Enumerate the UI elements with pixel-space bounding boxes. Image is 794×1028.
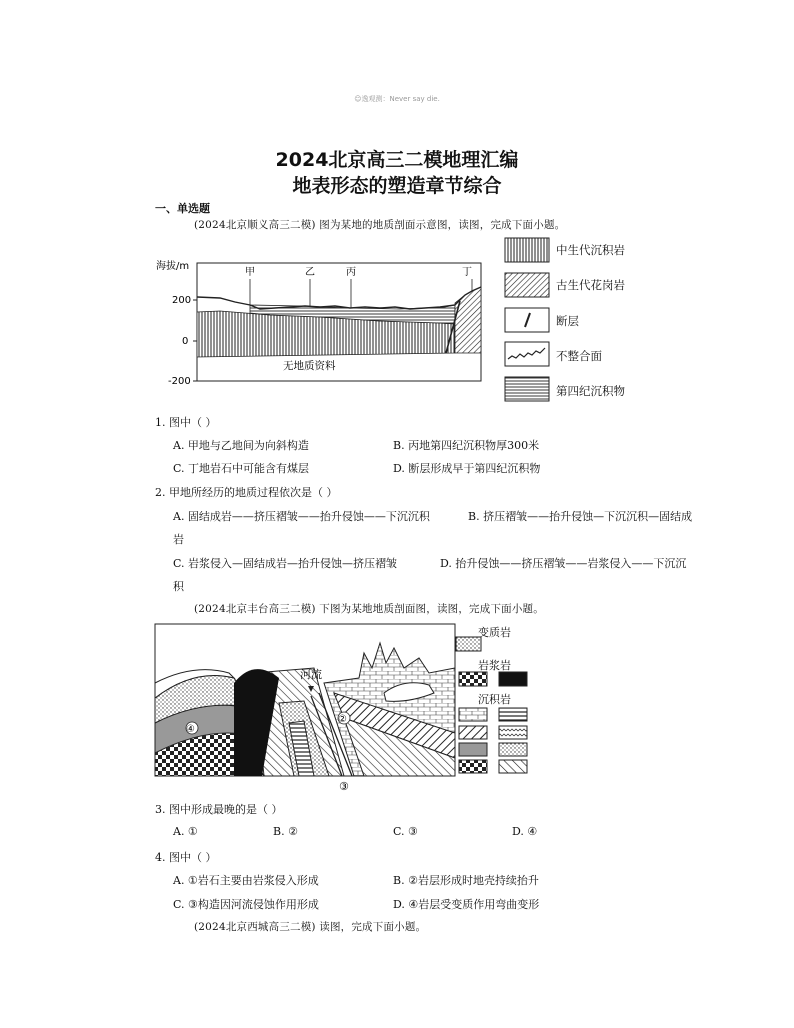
q2-option-b: B. 挤压褶皱——抬升侵蚀—下沉沉积—固结成 xyxy=(468,510,693,523)
group2-intro: (2024北京丰台高三二模) 下图为某地地质剖面图，读图，完成下面小题。 xyxy=(194,603,544,615)
place-bing: 丙 xyxy=(346,267,356,278)
q4-option-c: C. ③构造因河流侵蚀作用形成 xyxy=(173,898,319,911)
section-heading: 一、单选题 xyxy=(155,202,210,215)
q4-option-b: B. ②岩层形成时地壳持续抬升 xyxy=(393,874,539,887)
q2-option-a: A. 固结成岩——挤压褶皱——抬升侵蚀——下沉沉积 xyxy=(173,510,430,523)
q1-option-a: A. 甲地与乙地间为向斜构造 xyxy=(173,439,309,452)
q2-option-b-cont: 岩 xyxy=(173,533,184,546)
river-label: 河流 xyxy=(300,668,322,681)
y-tick-minus200: -200 xyxy=(168,376,191,387)
q3-option-a: A. ① xyxy=(173,825,198,838)
place-jia: 甲 xyxy=(245,267,255,278)
q3-option-d: D. ④ xyxy=(512,825,538,838)
legend-swatches-1 xyxy=(504,236,554,406)
page-title-line2: 地表形态的塑造章节综合 xyxy=(292,175,502,197)
group1-intro: (2024北京顺义高三二模) 图为某地的地质剖面示意图，读图，完成下面小题。 xyxy=(194,219,566,231)
q1-option-d: D. 断层形成早于第四纪沉积物 xyxy=(393,462,541,475)
q2-option-c: C. 岩浆侵入—固结成岩—抬升侵蚀—挤压褶皱 xyxy=(173,557,398,570)
legend-fault: 断层 xyxy=(556,314,579,328)
label-3: ③ xyxy=(339,780,349,793)
legend-sedimentary: 沉积岩 xyxy=(478,693,511,706)
q4-option-d: D. ④岩层受变质作用弯曲变形 xyxy=(393,898,540,911)
q3-option-c: C. ③ xyxy=(393,825,418,838)
geologic-section-figure-1 xyxy=(150,235,490,395)
geologic-section-figure-2 xyxy=(154,623,540,793)
place-yi: 乙 xyxy=(305,267,315,278)
legend-metamorphic: 变质岩 xyxy=(478,626,511,639)
legend-unconformity: 不整合面 xyxy=(556,349,602,363)
watermark: ☺逸观测：Never say die. xyxy=(354,95,440,103)
legend-igneous: 岩浆岩 xyxy=(478,659,511,672)
legend-paleozoic-granite: 古生代花岗岩 xyxy=(556,278,625,292)
question-3-stem: 3. 图中形成最晚的是（ ） xyxy=(155,803,283,816)
legend-mesozoic-sedimentary: 中生代沉积岩 xyxy=(556,243,625,257)
label-2: ② xyxy=(338,714,347,725)
question-4-stem: 4. 图中（ ） xyxy=(155,851,217,864)
question-1-stem: 1. 图中（ ） xyxy=(155,416,217,429)
q1-option-c: C. 丁地岩石中可能含有煤层 xyxy=(173,462,310,475)
label-4: ④ xyxy=(186,724,195,735)
y-axis-label: 海拔/m xyxy=(156,261,190,272)
y-tick-0: 0 xyxy=(182,336,189,347)
group3-intro: (2024北京西城高三二模) 读图，完成下面小题。 xyxy=(194,921,427,933)
q2-option-d-cont: 积 xyxy=(173,580,184,593)
no-data-label: 无地质资料 xyxy=(283,360,336,372)
q2-option-d: D. 抬升侵蚀——挤压褶皱——岩浆侵入——下沉沉 xyxy=(440,557,687,570)
q1-option-b: B. 丙地第四纪沉积物厚300米 xyxy=(393,439,540,452)
question-2-stem: 2. 甲地所经历的地质过程依次是（ ） xyxy=(155,486,338,499)
q4-option-a: A. ①岩石主要由岩浆侵入形成 xyxy=(173,874,319,887)
legend-quaternary-sediment: 第四纪沉积物 xyxy=(556,384,625,398)
q3-option-b: B. ② xyxy=(273,825,298,838)
place-ding: 丁 xyxy=(462,267,472,278)
page-title-line1: 2024北京高三二模地理汇编 xyxy=(275,149,519,171)
y-tick-200: 200 xyxy=(172,295,192,306)
